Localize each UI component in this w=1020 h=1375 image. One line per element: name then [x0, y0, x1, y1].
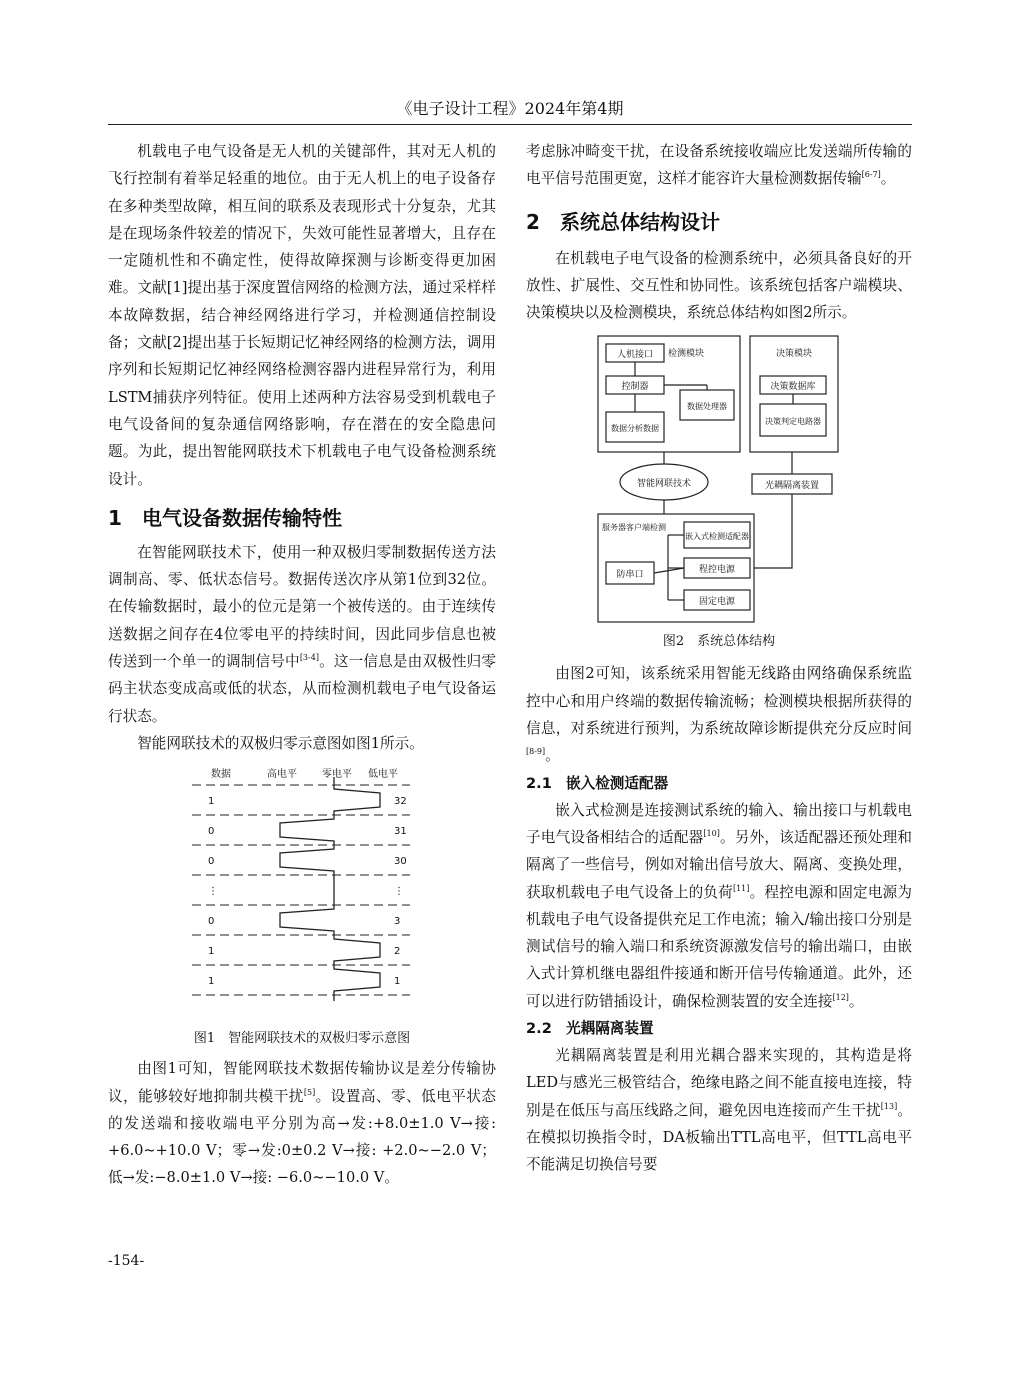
section-1-number: 1	[108, 505, 122, 530]
citation: [8-9]	[526, 747, 546, 757]
power-label: 程控电源	[698, 565, 736, 576]
signal-waveform	[280, 777, 380, 1001]
data-value-label: 0	[208, 916, 215, 928]
power-fixed-label: 固定电源	[698, 597, 736, 608]
citation: [10]	[703, 828, 720, 838]
figure-1	[108, 763, 496, 1049]
bit-index-label: 2	[394, 946, 401, 958]
bipolar-rz-diagram	[108, 763, 496, 1025]
citation: [12]	[832, 992, 849, 1002]
paragraph-continued: 考虑脉冲畸变干扰，在设备系统接收端应比发送端所传输的电平信号范围更宽，这样才能容许大量检测数据传输[6-7]。	[526, 143, 912, 188]
citation: [13]	[880, 1101, 898, 1111]
bit-index-label: 32	[394, 796, 407, 808]
bit-index-label: 3	[394, 916, 401, 928]
paragraph-system-overview: 在机载电子电气设备的检测系统中，必须具备良好的开放性、扩展性、交互性和协同性。该系统包括客户端模块、决策模块以及检测模块，系统总体结构如图2所示。	[526, 249, 912, 322]
section-2-title: 系统总体结构设计	[560, 209, 720, 234]
detect-module-label: 检测模块	[667, 349, 705, 360]
bit-index-label: 30	[394, 856, 407, 868]
decision-module-label: 决策模块	[775, 349, 813, 360]
col-label-zero: 零电平	[322, 769, 352, 781]
bit-index-label: ⋮	[394, 886, 404, 898]
decision-device-label: 决策判定电路器	[765, 417, 821, 427]
controller-label: 控制器	[621, 382, 649, 393]
col-label-low: 低电平	[368, 769, 398, 781]
manual-input-label: 人机接口	[616, 350, 654, 361]
client-label: 服务器客户端检测	[602, 523, 666, 533]
paragraph-transmission: 在智能网联技术下，使用一种双极归零制数据传送方法调制高、零、低状态信号。数据传送次序从第1位到32位。在传输数据时，最小的位元是第一个被传送的。由于连续传送数据之间存在4位零电平的持续时间，因此同步信息也被传送到一个单一的调制信号中[3-4]。这一信息是由双极性归零码主状态变成高或低的状态，从而检测机载电子电气设备运行状态。	[108, 543, 496, 725]
system-architecture-diagram	[526, 332, 912, 628]
data-value-label: ⋮	[208, 886, 218, 898]
subsection-2-1-heading	[526, 770, 912, 797]
bit-index-label: 1	[394, 976, 401, 988]
data-value-label: 0	[208, 856, 215, 868]
figure-1-caption: 图1 智能网联技术的双极归零示意图	[193, 1031, 411, 1047]
data-value-label: 1	[208, 976, 215, 988]
paragraph-adapter: 嵌入式检测是连接测试系统的输入、输出接口与机载电子电气设备相结合的适配器[10]。另外，该适配器还预处理和隔离了一些信号，例如对输出信号放大、隔离、变换处理，获取机载电子电气设备上的负荷[11]。程控电源和固定电源为机载电子电气设备提供充足工作电流；输入/输出接口分别是测试信号的输入端口和系统资源激发信号的输出端口，由嵌入式计算机继电器组件接通和断开信号传输通道。此外，还可以进行防错插设计，确保检测装置的安全连接[12]。	[526, 801, 912, 1010]
header-rule	[108, 124, 912, 125]
column-labels	[211, 767, 398, 780]
data-value-label: 0	[208, 826, 215, 838]
intro-paragraph: 机载电子电气设备是无人机的关键部件，其对无人机的飞行控制有着举足轻重的地位。由于无人机上的电子设备存在多种类型故障，相互间的联系及表现形式十分复杂，尤其是在现场条件较差的情况下，失效可能性显著增大，且存在一定随机性和不确定性，使得故障探测与诊断变得更加困难。文献[1]提出基于深度置信网络的检测方法，通过采样样本故障数据，结合神经网络进行学习，并检测通信控制设备；文献[2]提出基于长短期记忆神经网络的检测方法，调用序列和长短期记忆神经网络检测容器内进程异常行为，利用LSTM捕获序列特征。使用上述两种方法容易受到机载电子电气设备间的复杂通信网络影响，存在潜在的安全隐患问题。为此，提出智能网联技术下机载电子电气设备检测系统设计。	[108, 143, 496, 488]
paragraph-protocol: 由图1可知，智能网联技术数据传输协议是差分传输协议，能够较好地抑制共模干扰[5]。设置高、零、低电平状态的发送端和接收端电平分别为高→发:+8.0±1.0 V→接: +6.0~+10.0 V；零→发:0±0.2 V→接: +2.0~−2.0 V；低→发:−8.0±1.0 V→接: −6.0~−10.0 V。	[108, 1060, 496, 1187]
paragraph-optocoupler: 光耦隔离装置是利用光耦合器来实现的，其构造是将LED与感光三极管结合，绝缘电路之间不能直接电连接，特别是在低压与高压线路之间，避免因电连接而产生干扰[13]。在模拟切换指令时，DA板输出TTL高电平，但TTL高电平不能满足切换信号要	[526, 1047, 912, 1174]
embed-label: 嵌入式检测适配器	[685, 532, 749, 542]
right-column	[526, 138, 912, 1179]
section-1-heading	[108, 503, 496, 533]
figure-2	[526, 332, 912, 652]
figure-2-caption: 图2 系统总体结构	[662, 634, 776, 650]
subsection-2-1-title: 嵌入检测适配器	[566, 774, 669, 792]
citation: [5]	[303, 1087, 316, 1097]
decision-data-label: 决策数据库	[770, 382, 816, 393]
left-column	[108, 138, 496, 1192]
page-number: -154-	[108, 1253, 145, 1269]
col-label-data: 数据	[211, 769, 231, 781]
citation: [3-4]	[299, 653, 319, 663]
paragraph-fig2-explanation: 由图2可知，该系统采用智能无线路由网络确保系统监控中心和用户终端的数据传输流畅；检测模块根据所获得的信息，对系统进行预判，为系统故障诊断提供充分反应时间[8-9]。	[526, 665, 912, 765]
subsection-2-1-number: 2.1	[526, 774, 552, 792]
section-2-number: 2	[526, 209, 540, 234]
subsection-2-2-number: 2.2	[526, 1020, 552, 1038]
section-2-heading	[526, 207, 912, 237]
data-processor-label: 数据处理器	[687, 402, 727, 412]
citation: [11]	[732, 883, 750, 893]
data-value-label: 1	[208, 946, 215, 958]
optical-label: 光耦隔离装置	[764, 481, 820, 492]
subsection-2-2-title: 光耦隔离装置	[566, 1020, 654, 1038]
paragraph-fig1-intro: 智能网联技术的双极归零示意图如图1所示。	[137, 734, 424, 752]
citation: [6-7]	[861, 170, 881, 180]
subsection-2-2-heading	[526, 1015, 912, 1042]
bit-index-label: 31	[394, 826, 407, 838]
data-model-label: 数据分析数据	[611, 424, 659, 434]
col-label-high: 高电平	[267, 769, 297, 781]
net-tech-label: 智能网联技术	[636, 479, 692, 490]
journal-header: 《电子设计工程》2024年第4期	[396, 99, 624, 118]
data-value-label: 1	[208, 796, 215, 808]
section-1-title: 电气设备数据传输特性	[142, 505, 342, 530]
anti-cross-label: 防串口	[616, 570, 644, 581]
